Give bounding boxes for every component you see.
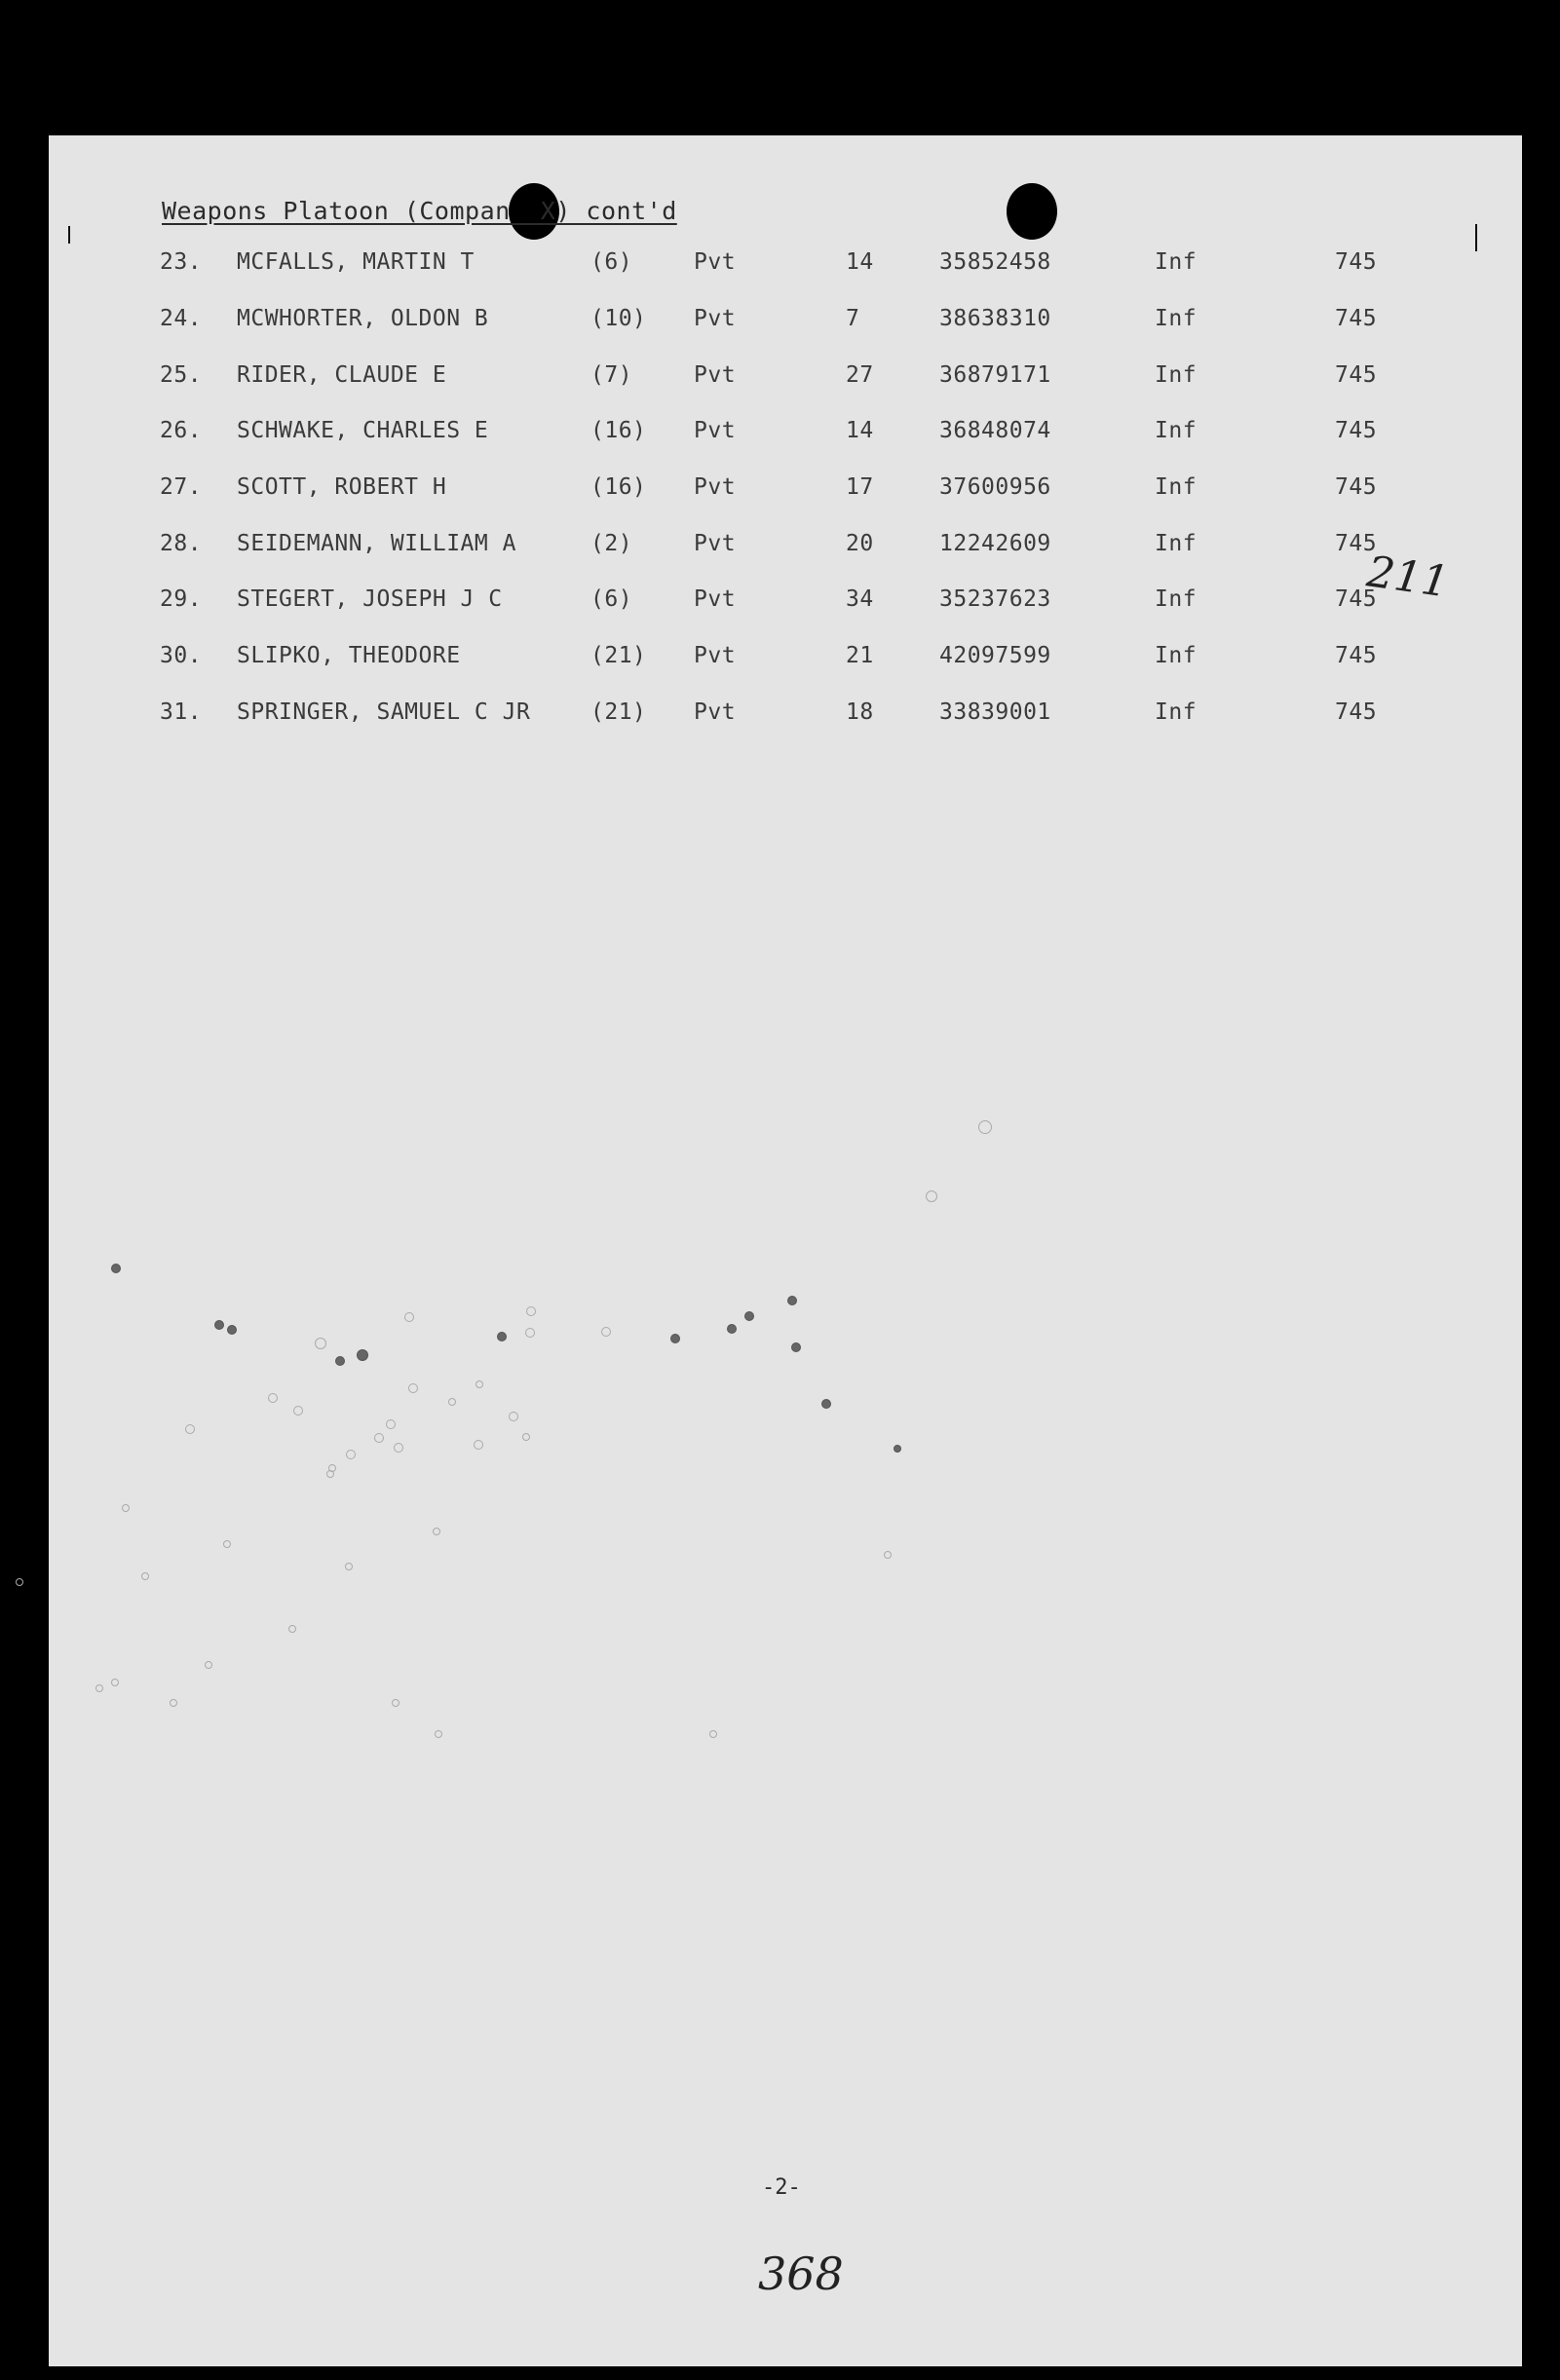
paper-speck xyxy=(394,1443,403,1453)
edge-mark xyxy=(68,226,70,244)
handwritten-folio-number: 368 xyxy=(758,2248,844,2300)
paper-speck xyxy=(821,1399,831,1409)
cell-age: 34 xyxy=(846,586,874,612)
cell-num: 29. xyxy=(160,586,203,612)
cell-unit: 745 xyxy=(1335,531,1378,556)
document-page xyxy=(49,135,1522,2366)
cell-serial: 12242609 xyxy=(939,531,1051,556)
paper-speck xyxy=(111,1264,121,1273)
handwritten-margin-number: 211 xyxy=(1363,547,1453,608)
cell-rank: Pvt xyxy=(694,531,737,556)
paper-speck xyxy=(293,1406,303,1416)
cell-branch: Inf xyxy=(1155,474,1198,500)
paper-speck xyxy=(170,1699,177,1707)
paper-speck xyxy=(601,1327,611,1337)
paper-speck xyxy=(525,1328,535,1338)
cell-unit: 745 xyxy=(1335,362,1378,388)
punch-hole-right xyxy=(1007,183,1057,240)
cell-num: 27. xyxy=(160,474,203,500)
paper-speck xyxy=(122,1504,130,1512)
paper-speck xyxy=(509,1412,518,1421)
cell-unit: 745 xyxy=(1335,643,1378,668)
cell-name: SLIPKO, THEODORE xyxy=(237,643,461,668)
cell-branch: Inf xyxy=(1155,586,1198,612)
cell-name: SCOTT, ROBERT H xyxy=(237,474,447,500)
cell-age: 27 xyxy=(846,362,874,388)
paper-speck xyxy=(357,1349,368,1361)
cell-unit: 745 xyxy=(1335,474,1378,500)
cell-code: (6) xyxy=(590,586,633,612)
paper-speck xyxy=(345,1563,353,1570)
paper-speck xyxy=(346,1450,356,1459)
edge-mark xyxy=(1475,224,1477,251)
paper-speck xyxy=(435,1730,442,1738)
paper-speck xyxy=(894,1445,901,1453)
cell-name: SCHWAKE, CHARLES E xyxy=(237,418,489,443)
cell-serial: 36879171 xyxy=(939,362,1051,388)
cell-age: 18 xyxy=(846,699,874,725)
paper-speck xyxy=(392,1699,400,1707)
paper-speck xyxy=(926,1190,937,1202)
paper-speck xyxy=(522,1433,530,1441)
paper-speck xyxy=(95,1684,103,1692)
cell-serial: 37600956 xyxy=(939,474,1051,500)
cell-rank: Pvt xyxy=(694,306,737,331)
cell-unit: 745 xyxy=(1335,699,1378,725)
cell-branch: Inf xyxy=(1155,306,1198,331)
cell-serial: 38638310 xyxy=(939,306,1051,331)
paper-speck xyxy=(288,1625,296,1633)
paper-speck xyxy=(141,1572,149,1580)
paper-speck xyxy=(335,1356,345,1366)
cell-num: 31. xyxy=(160,699,203,725)
cell-age: 21 xyxy=(846,643,874,668)
cell-code: (21) xyxy=(590,699,647,725)
paper-speck xyxy=(448,1398,456,1406)
paper-speck xyxy=(111,1679,119,1686)
cell-rank: Pvt xyxy=(694,643,737,668)
paper-speck xyxy=(474,1440,483,1450)
cell-serial: 33839001 xyxy=(939,699,1051,725)
paper-speck xyxy=(223,1540,231,1548)
cell-num: 26. xyxy=(160,418,203,443)
cell-branch: Inf xyxy=(1155,643,1198,668)
cell-num: 30. xyxy=(160,643,203,668)
cell-branch: Inf xyxy=(1155,362,1198,388)
paper-speck xyxy=(978,1120,992,1134)
section-header: Weapons Platoon (Compan X) cont'd xyxy=(162,197,677,225)
cell-code: (6) xyxy=(590,249,633,275)
cell-age: 17 xyxy=(846,474,874,500)
table-row xyxy=(49,531,1522,570)
cell-rank: Pvt xyxy=(694,474,737,500)
cell-serial: 36848074 xyxy=(939,418,1051,443)
table-row xyxy=(49,643,1522,682)
paper-speck xyxy=(386,1419,396,1429)
paper-speck xyxy=(408,1383,418,1393)
paper-speck xyxy=(433,1528,440,1535)
paper-speck xyxy=(526,1306,536,1316)
paper-speck xyxy=(214,1320,224,1330)
cell-code: (7) xyxy=(590,362,633,388)
cell-rank: Pvt xyxy=(694,699,737,725)
paper-speck xyxy=(268,1393,278,1403)
cell-name: MCWHORTER, OLDON B xyxy=(237,306,489,331)
table-row xyxy=(49,306,1522,345)
cell-rank: Pvt xyxy=(694,586,737,612)
paper-speck xyxy=(315,1338,326,1349)
table-row xyxy=(49,362,1522,401)
paper-speck xyxy=(497,1332,507,1341)
cell-name: STEGERT, JOSEPH J C xyxy=(237,586,503,612)
paper-speck xyxy=(744,1311,754,1321)
cell-num: 23. xyxy=(160,249,203,275)
paper-speck xyxy=(374,1433,384,1443)
cell-serial: 35852458 xyxy=(939,249,1051,275)
table-row xyxy=(49,474,1522,513)
cell-rank: Pvt xyxy=(694,362,737,388)
cell-code: (2) xyxy=(590,531,633,556)
paper-speck xyxy=(328,1464,336,1472)
paper-speck xyxy=(884,1551,892,1559)
cell-branch: Inf xyxy=(1155,531,1198,556)
cell-rank: Pvt xyxy=(694,249,737,275)
cell-unit: 745 xyxy=(1335,586,1378,612)
table-row xyxy=(49,418,1522,457)
cell-code: (10) xyxy=(590,306,647,331)
cell-num: 28. xyxy=(160,531,203,556)
paper-speck xyxy=(791,1342,801,1352)
paper-speck xyxy=(476,1380,483,1388)
cell-age: 14 xyxy=(846,249,874,275)
cell-name: SPRINGER, SAMUEL C JR xyxy=(237,699,531,725)
cell-name: SEIDEMANN, WILLIAM A xyxy=(237,531,516,556)
table-row xyxy=(49,699,1522,738)
cell-age: 14 xyxy=(846,418,874,443)
cell-age: 7 xyxy=(846,306,860,331)
paper-speck xyxy=(709,1730,717,1738)
cell-name: MCFALLS, MARTIN T xyxy=(237,249,475,275)
cell-num: 24. xyxy=(160,306,203,331)
cell-num: 25. xyxy=(160,362,203,388)
table-row xyxy=(49,249,1522,288)
page-number: -2- xyxy=(762,2175,801,2200)
cell-unit: 745 xyxy=(1335,249,1378,275)
cell-age: 20 xyxy=(846,531,874,556)
cell-code: (16) xyxy=(590,474,647,500)
paper-speck xyxy=(787,1296,797,1305)
paper-speck xyxy=(16,1578,23,1586)
cell-rank: Pvt xyxy=(694,418,737,443)
paper-speck xyxy=(185,1424,195,1434)
table-row xyxy=(49,586,1522,625)
paper-speck xyxy=(670,1334,680,1343)
paper-speck xyxy=(205,1661,212,1669)
paper-speck xyxy=(404,1312,414,1322)
paper-speck xyxy=(727,1324,737,1334)
cell-name: RIDER, CLAUDE E xyxy=(237,362,447,388)
cell-serial: 42097599 xyxy=(939,643,1051,668)
cell-serial: 35237623 xyxy=(939,586,1051,612)
cell-branch: Inf xyxy=(1155,699,1198,725)
paper-speck xyxy=(227,1325,237,1335)
cell-unit: 745 xyxy=(1335,418,1378,443)
cell-code: (21) xyxy=(590,643,647,668)
cell-code: (16) xyxy=(590,418,647,443)
cell-unit: 745 xyxy=(1335,306,1378,331)
cell-branch: Inf xyxy=(1155,418,1198,443)
cell-branch: Inf xyxy=(1155,249,1198,275)
